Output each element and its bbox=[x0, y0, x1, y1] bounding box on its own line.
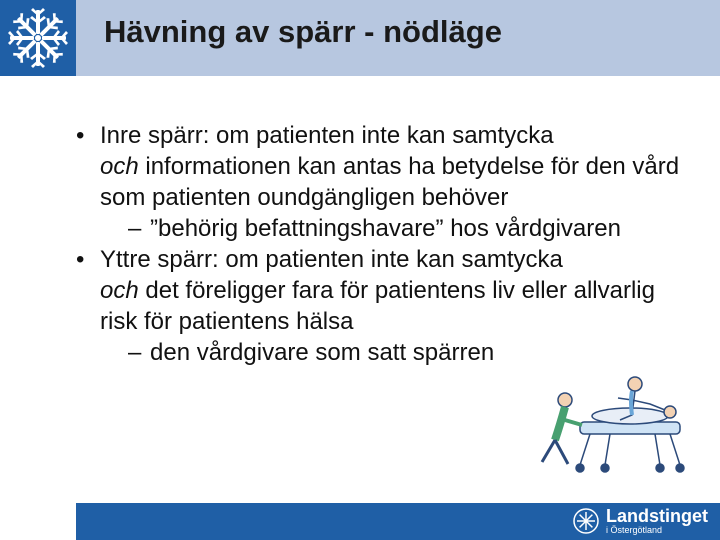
brand-name: Landstinget bbox=[606, 506, 708, 526]
sub-bullet-marker: – bbox=[128, 215, 142, 242]
bullet-marker: • bbox=[76, 122, 85, 149]
left-margin-strip bbox=[0, 0, 76, 540]
bullet-lead-text: Yttre spärr: om patienten inte kan samtycka bbox=[100, 246, 563, 273]
slide-title: Hävning av spärr - nödläge bbox=[104, 14, 502, 49]
sub-bullet-text: den vårdgivare som satt spärren bbox=[150, 339, 495, 366]
footer-brand bbox=[572, 507, 708, 535]
footer-brand-text bbox=[606, 507, 708, 535]
sub-bullet-vardgivare bbox=[76, 337, 686, 368]
slide-body bbox=[76, 120, 686, 368]
brand-region: i Östergötland bbox=[606, 525, 663, 535]
header-logo bbox=[0, 0, 76, 76]
snowflake-logo-icon bbox=[6, 6, 70, 70]
sub-bullet-text: ”behörig befattningshavare” hos vårdgivaren bbox=[150, 215, 621, 242]
sub-bullet-marker: – bbox=[128, 339, 142, 366]
stretcher-clipart-illustration bbox=[520, 370, 690, 480]
footer-band bbox=[76, 503, 720, 540]
bullet-rest-text: informationen kan antas ha betydelse för den vård som patienten oundgängligen behöver bbox=[100, 153, 680, 211]
bullet-yttre-sparr bbox=[76, 244, 686, 337]
bullet-inre-sparr bbox=[76, 120, 686, 213]
bullet-emphasis-text: och bbox=[100, 153, 139, 180]
bullet-marker: • bbox=[76, 246, 85, 273]
sub-bullet-behorig bbox=[76, 213, 686, 244]
bullet-rest-text: det föreligger fara för patientens liv eller allvarlig risk för patientens hälsa bbox=[100, 277, 655, 335]
snowflake-emblem-icon bbox=[572, 507, 600, 535]
bullet-emphasis-text: och bbox=[100, 277, 139, 304]
bullet-lead-text: Inre spärr: om patienten inte kan samtycka bbox=[100, 122, 554, 149]
